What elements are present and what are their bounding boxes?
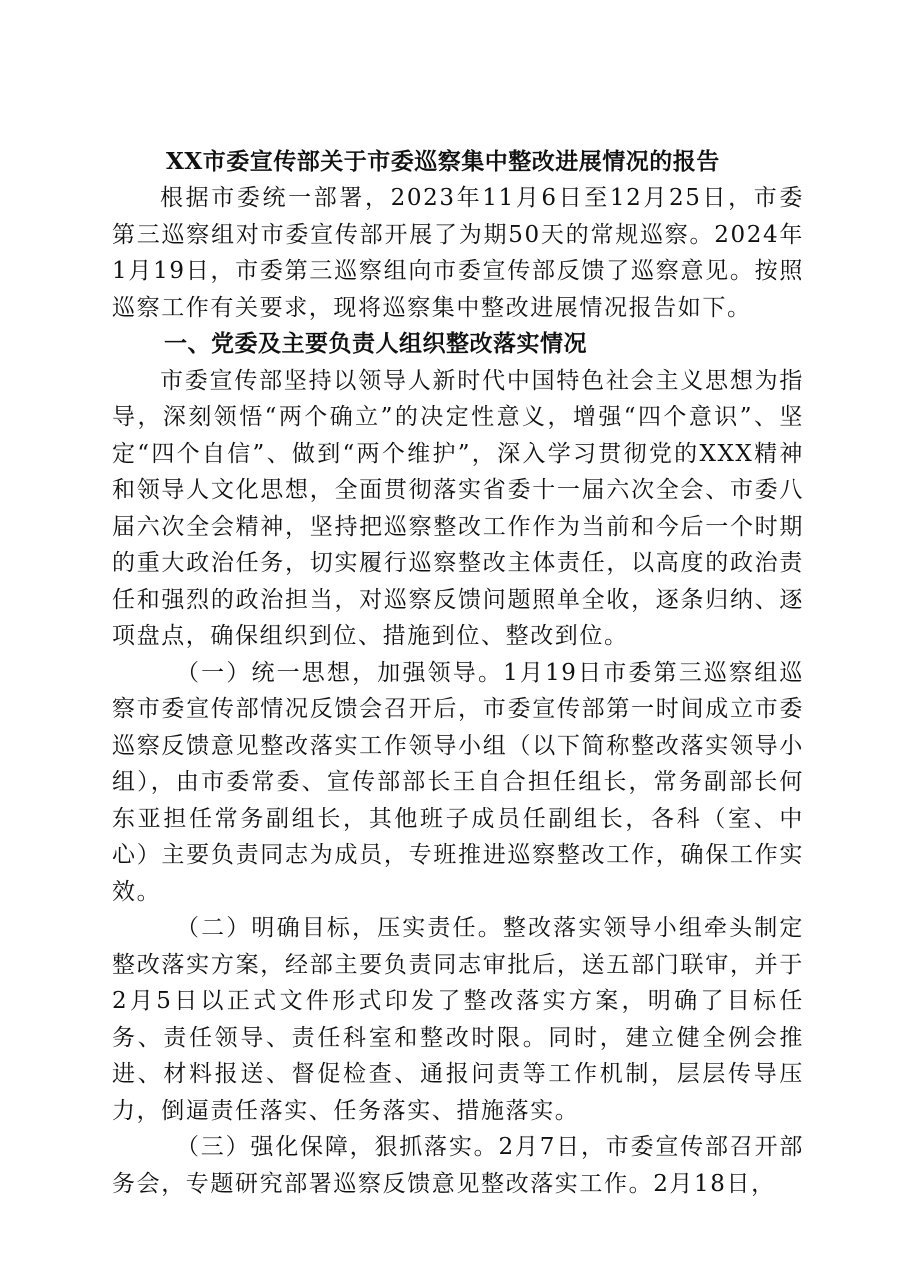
section-1-paragraph: 市委宣传部坚持以领导人新时代中国特色社会主义思想为指导，深刻领悟“两个确立”的决定性意义，增强“四个意识”、坚定“四个自信”、做到“两个维护”，深入学习贯彻党的XXX精神和领导人文化思想，全面贯彻落实省委十一届六次全会、市委八届六次全会精神，坚持把巡察整改工作作为当前和今后一个时期的重大政治任务，切实履行巡察整改主体责任，以高度的政治责任和强烈的政治担当，对巡察反馈问题照单全收，逐条归纳、逐项盘点，确保组织到位、措施到位、整改到位。 — [112, 367, 804, 649]
document-title: XX市委宣传部关于市委巡察集中整改进展情况的报告 — [166, 148, 720, 175]
subsection-2-paragraph: （二）明确目标，压实责任。整改落实领导小组牵头制定整改落实方案，经部主要负责同志审批后，送五部门联审，并于2月5日以正式文件形式印发了整改落实方案，明确了目标任务、责任领导、责任科室和整改时限。同时，建立健全例会推进、材料报送、督促检查、通报问责等工作机制，层层传导压力，倒逼责任落实、任务落实、措施落实。 — [112, 915, 804, 1124]
subsection-3-paragraph: （三）强化保障，狠抓落实。2月7日，市委宣传部召开部务会，专题研究部署巡察反馈意见整改落实工作。2月18日， — [112, 1134, 804, 1197]
intro-paragraph: 根据市委统一部署，2023年11月6日至12月25日，市委第三巡察组对市委宣传部开展了为期50天的常规巡察。2024年1月19日，市委第三巡察组向市委宣传部反馈了巡察意见。按照巡察工作有关要求，现将巡察集中整改进展情况报告如下。 — [112, 185, 804, 321]
document-body — [112, 144, 804, 1202]
section-heading-1: 一、党委及主要负责人组织整改落实情况 — [164, 330, 587, 357]
subsection-1-paragraph: （一）统一思想，加强领导。1月19日市委第三巡察组巡察市委宣传部情况反馈会召开后，市委宣传部第一时间成立市委巡察反馈意见整改落实工作领导小组（以下简称整改落实领导小组），由市委常委、宣传部部长王自合担任组长，常务副部长何东亚担任常务副组长，其他班子成员任副组长，各科（室、中心）主要负责同志为成员，专班推进巡察整改工作，确保工作实效。 — [112, 659, 804, 905]
